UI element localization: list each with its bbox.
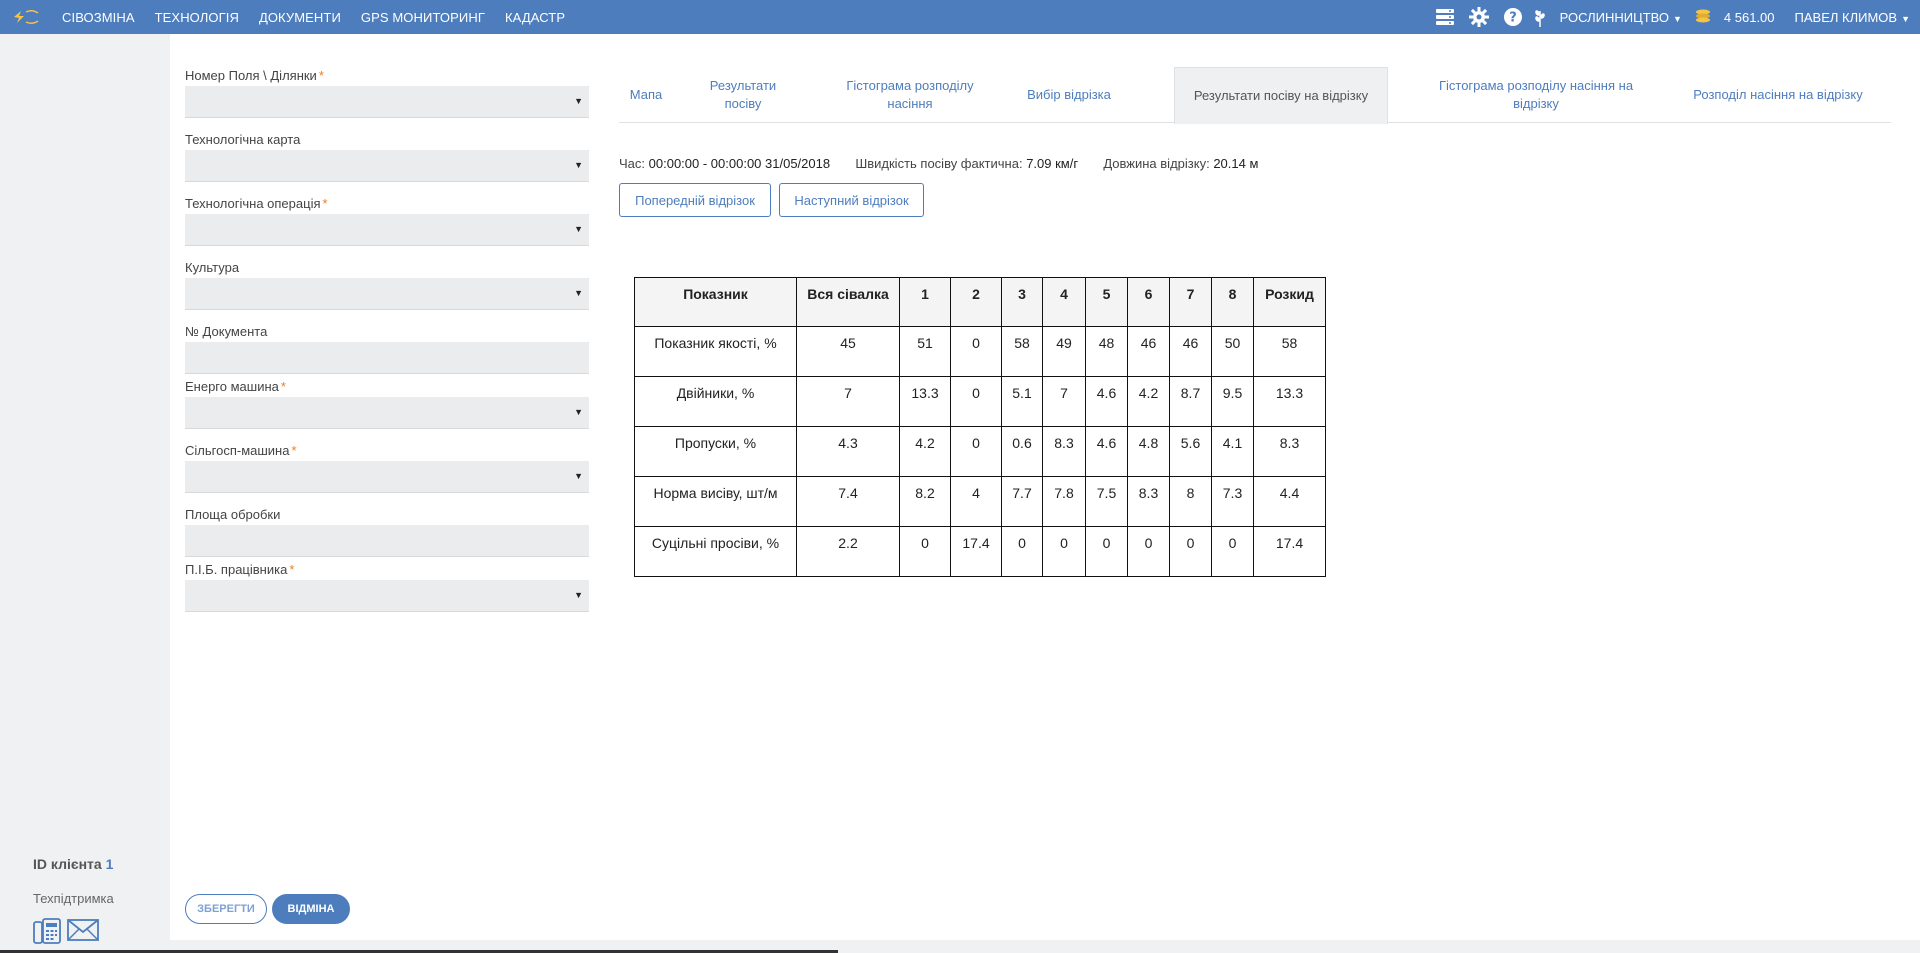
tab-vybir-vidrizka[interactable]: Вибір відрізка [1027,87,1111,102]
dropdown-arrow-icon: ▼ [574,471,583,481]
table-row [635,427,1326,477]
next-segment-button[interactable]: Наступний відрізок [779,183,924,217]
table-cell: Показник якості, % [635,327,797,377]
table-header-cell: 5 [1086,278,1128,327]
caret-down-icon: ▼ [1672,13,1682,24]
speed-value: 7.09 км/г [1026,156,1079,171]
table-cell: 7.3 [1212,477,1254,527]
table-row [635,527,1326,577]
user-menu[interactable] [1785,10,1920,25]
coins-icon [1692,0,1714,34]
gear-icon[interactable] [1462,0,1496,34]
table-cell: 4.6 [1086,427,1128,477]
table-cell: 8.3 [1128,477,1170,527]
table-header-cell: 8 [1212,278,1254,327]
table-cell: 0 [1170,527,1212,577]
table-header-cell: Вся сівалка [797,278,900,327]
field-nomer-polia [185,68,589,118]
support-label: Техпідтримка [33,891,114,906]
dropdown-arrow-icon: ▼ [574,224,583,234]
table-header-cell: 2 [951,278,1002,327]
client-id-label: ID клієнта [33,856,102,872]
table-cell: 58 [1002,327,1043,377]
logo-icon[interactable] [0,0,52,34]
client-id [33,856,113,872]
enerho-mashyna-select[interactable] [185,397,589,429]
table-row [635,477,1326,527]
table-cell: 17.4 [1254,527,1326,577]
table-cell: 4.2 [1128,377,1170,427]
table-cell: 17.4 [951,527,1002,577]
table-cell: 46 [1128,327,1170,377]
table-header-cell: Показник [635,278,797,327]
field-label: № Документа [185,324,268,339]
table-cell: 58 [1254,327,1326,377]
table-cell: 8.3 [1043,427,1086,477]
top-navbar [0,0,1920,34]
nav-item-kadastr[interactable]: КАДАСТР [504,9,566,25]
wheat-icon [1530,0,1550,34]
table-cell: 7.7 [1002,477,1043,527]
left-sidebar [0,34,170,953]
table-row [635,327,1326,377]
length-label: Довжина відрізку: [1103,156,1210,171]
tab-bar [619,67,1891,123]
field-label: Номер Поля \ Ділянки * [185,68,324,83]
support-icons [33,918,99,949]
field-enerho-mashyna [185,379,589,429]
tab-rozpodil-nasinnia[interactable]: Розподіл насіння на відрізку [1693,87,1863,102]
table-cell: 0 [1086,527,1128,577]
tab-rezultaty-posivu-na-vidrizku[interactable]: Результати посіву на відрізку [1174,67,1388,124]
field-label: Культура [185,260,240,275]
table-cell: Норма висіву, шт/м [635,477,797,527]
kultura-select[interactable] [185,278,589,310]
save-button[interactable]: ЗБЕРЕГТИ [185,894,267,924]
main-panel [170,34,1920,940]
field-tekhnolohichna-operatsiia [185,196,589,246]
svg-text:?: ? [1508,10,1517,26]
time-label: Час: [619,156,646,171]
table-cell: 4 [951,477,1002,527]
table-cell: 13.3 [1254,377,1326,427]
speed-label: Швидкість посіву фактична: [855,156,1023,171]
caret-down-icon: ▼ [1901,13,1910,24]
table-cell: Двійники, % [635,377,797,427]
table-header-cell: 6 [1128,278,1170,327]
server-icon[interactable] [1428,0,1462,34]
nav-item-dokumenty[interactable]: ДОКУМЕНТИ [258,9,341,25]
tab-histohrama-rozpodilu[interactable]: Гістограма розподілу насіння [846,78,974,111]
table-cell: 0 [951,377,1002,427]
field-label: Площа обробки [185,507,281,522]
table-cell: 5.1 [1002,377,1043,427]
dropdown-arrow-icon: ▼ [574,407,583,417]
table-header-row [635,278,1326,327]
segment-info [619,156,1258,171]
table-cell: 4.8 [1128,427,1170,477]
nav-item-tekhnolohiia[interactable]: ТЕХНОЛОГІЯ [154,9,239,25]
field-kultura [185,260,589,310]
client-id-value: 1 [105,856,114,872]
field-label: Енерго машина * [185,379,286,394]
field-ploshcha-obrobky [185,507,589,557]
table-cell: 0.6 [1002,427,1043,477]
cancel-button[interactable]: ВІДМІНА [272,894,350,924]
table-cell: Суцільні просіви, % [635,527,797,577]
nav-item-gps-monitoring[interactable]: GPS МОНИТОРИНГ [360,9,485,25]
table-cell: 4.3 [797,427,900,477]
pib-pratsivnyka-select[interactable] [185,580,589,612]
table-cell: 0 [1128,527,1170,577]
user-name: ПАВЕЛ КЛИМОВ [1794,9,1898,25]
dropdown-arrow-icon: ▼ [574,288,583,298]
table-cell: 48 [1086,327,1128,377]
field-nomer-dokumenta [185,324,589,374]
dropdown-arrow-icon: ▼ [574,96,583,106]
field-label: Технологічна операція * [185,196,328,211]
dropdown-arrow-icon: ▼ [574,590,583,600]
table-cell: 0 [900,527,951,577]
table-cell: 7 [797,377,900,427]
silhosp-mashyna-select[interactable] [185,461,589,493]
table-cell: 0 [1043,527,1086,577]
table-cell: 13.3 [900,377,951,427]
table-cell: 50 [1212,327,1254,377]
nomer-polia-select[interactable] [185,86,589,118]
table-cell: 45 [797,327,900,377]
table-cell: 4.2 [900,427,951,477]
table-header-cell: Розкид [1254,278,1326,327]
phone-icon[interactable] [33,918,61,949]
table-cell: 8.7 [1170,377,1212,427]
balance-amount: 4 561.00 [1723,9,1775,25]
table-cell: 8 [1170,477,1212,527]
table-cell: 4.1 [1212,427,1254,477]
table-header-cell: 4 [1043,278,1086,327]
table-cell: 8.3 [1254,427,1326,477]
section-dropdown[interactable] [1550,10,1692,25]
length-value: 20.14 м [1213,156,1259,171]
table-cell: 46 [1170,327,1212,377]
tab-mapa[interactable]: Мапа [629,87,663,102]
seeding-results-table [634,277,1326,577]
help-icon[interactable] [1496,0,1530,34]
tekhnolohichna-operatsiia-select[interactable] [185,214,589,246]
section-label: РОСЛИННИЦТВО [1559,9,1669,25]
ploshcha-obrobky-input[interactable] [185,525,589,557]
table-cell: 5.6 [1170,427,1212,477]
table-cell: 0 [1002,527,1043,577]
dropdown-arrow-icon: ▼ [574,160,583,170]
table-header-cell: 1 [900,278,951,327]
tekhnolohichna-karta-select[interactable] [185,150,589,182]
table-header-cell: 3 [1002,278,1043,327]
table-cell: 7.5 [1086,477,1128,527]
field-label: Технологічна карта [185,132,301,147]
nav-item-sivozmina[interactable]: СІВОЗМІНА [62,9,135,25]
table-cell: 4.4 [1254,477,1326,527]
tab-histohrama-na-vidrizku[interactable]: Гістограма розподілу насіння на відрізку [1438,78,1634,111]
table-cell: 49 [1043,327,1086,377]
field-tekhnolohichna-karta [185,132,589,182]
table-header-cell: 7 [1170,278,1212,327]
field-label: Сільгосп-машина * [185,443,297,458]
table-cell: 9.5 [1212,377,1254,427]
table-cell: 4.6 [1086,377,1128,427]
table-cell: 8.2 [900,477,951,527]
table-cell: 0 [951,427,1002,477]
table-cell: 7.4 [797,477,900,527]
prev-segment-button[interactable]: Попередній відрізок [619,183,771,217]
table-cell: 51 [900,327,951,377]
table-cell: 2.2 [797,527,900,577]
table-cell: 0 [1212,527,1254,577]
time-value: 00:00:00 - 00:00:00 31/05/2018 [648,156,831,171]
mail-icon[interactable] [67,918,99,949]
table-cell: 0 [951,327,1002,377]
nomer-dokumenta-input[interactable] [185,342,589,374]
field-label: П.І.Б. працівника * [185,562,295,577]
tab-rezultaty-posivu[interactable]: Результати посіву [709,78,777,111]
field-pib-pratsivnyka [185,562,589,612]
table-cell: Пропуски, % [635,427,797,477]
table-cell: 7.8 [1043,477,1086,527]
table-row [635,377,1326,427]
table-cell: 7 [1043,377,1086,427]
field-silhosp-mashyna [185,443,589,493]
